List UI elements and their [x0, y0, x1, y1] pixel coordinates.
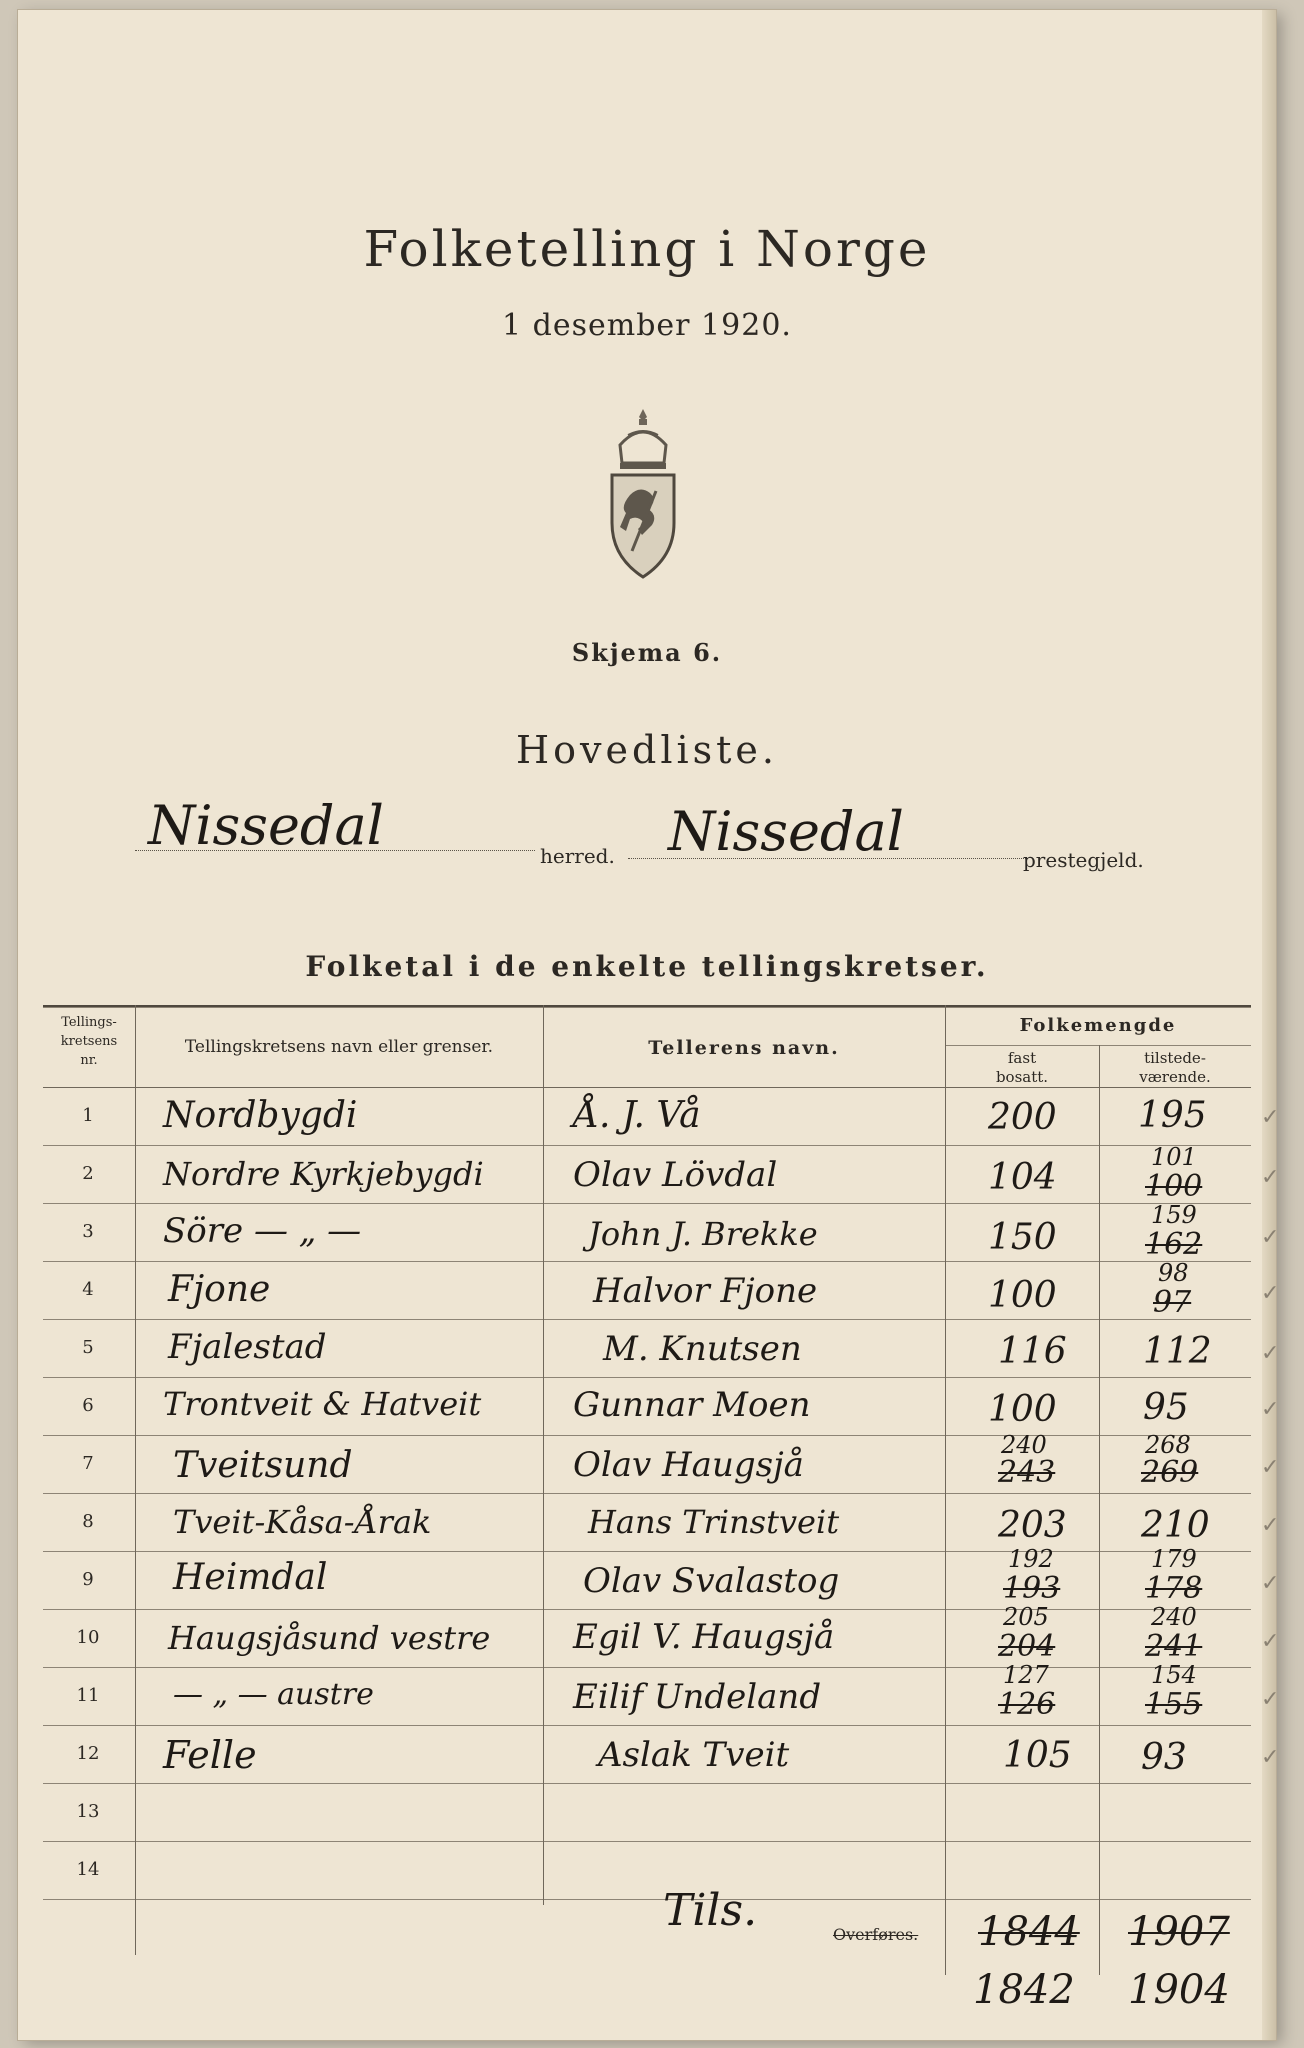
row-fast: 205	[1003, 1603, 1049, 1631]
total-label-print: Overføres.	[833, 1925, 919, 1944]
row-teller: Å. J. Vå	[573, 1095, 701, 1136]
row-nr: 2	[82, 1163, 94, 1184]
row-teller: Eilif Undeland	[573, 1677, 822, 1717]
total-tilstede: 1904	[1128, 1967, 1230, 2013]
row-tilstede-old: 97	[1153, 1285, 1192, 1320]
check-mark: ✓	[1261, 1629, 1280, 1654]
row-name: — „ — austre	[173, 1677, 374, 1712]
row-tilstede: 95	[1143, 1387, 1189, 1428]
row-teller: Olav Haugsjå	[573, 1445, 804, 1485]
check-mark: ✓	[1261, 1397, 1280, 1422]
row-fast: 203	[998, 1505, 1067, 1546]
header-fast: fast bosatt.	[995, 1049, 1049, 1086]
row-nr: 13	[76, 1801, 100, 1822]
row-tilstede: 154	[1151, 1661, 1197, 1689]
row-name: Nordbygdi	[163, 1095, 358, 1136]
row-teller: Olav Lövdal	[573, 1155, 778, 1195]
row-tilstede: 93	[1141, 1737, 1187, 1778]
row-fast: 200	[988, 1097, 1057, 1138]
row-teller: Olav Svalastog	[583, 1561, 840, 1601]
row-nr: 3	[82, 1221, 94, 1242]
list-title: Hovedliste.	[516, 728, 778, 772]
row-fast: 240	[1001, 1431, 1047, 1459]
form-number: Skjema 6.	[571, 638, 723, 667]
row-name: Trontveit & Hatveit	[163, 1385, 482, 1423]
total-tilstede-old: 1907	[1128, 1909, 1230, 1955]
check-mark: ✓	[1261, 1225, 1280, 1250]
check-mark: ✓	[1261, 1281, 1280, 1306]
row-teller: Halvor Fjone	[593, 1271, 818, 1311]
row-teller: Aslak Tveit	[598, 1735, 790, 1775]
table-subtitle: Folketal i de enkelte tellingskretser.	[305, 950, 989, 983]
row-tilstede-old: 178	[1145, 1571, 1203, 1606]
header-name: Tellingskretsens navn eller grenser.	[184, 1037, 494, 1057]
row-name: Söre — „ —	[163, 1211, 362, 1251]
row-nr: 12	[76, 1743, 100, 1764]
census-form-page	[18, 10, 1280, 2040]
row-nr: 4	[82, 1279, 94, 1300]
row-tilstede: 159	[1151, 1201, 1197, 1229]
prestegjeld-label: prestegjeld.	[1023, 848, 1144, 872]
row-teller: John J. Brekke	[588, 1215, 818, 1253]
row-fast: 100	[988, 1389, 1057, 1430]
row-fast-old: 204	[998, 1629, 1056, 1664]
row-fast: 150	[988, 1217, 1057, 1258]
check-mark: ✓	[1261, 1165, 1280, 1190]
row-nr: 8	[82, 1511, 94, 1532]
row-tilstede: 98	[1158, 1259, 1189, 1287]
row-teller: Egil V. Haugsjå	[573, 1617, 835, 1657]
row-name: Tveitsund	[173, 1445, 353, 1486]
row-name: Heimdal	[173, 1557, 328, 1598]
herred-value: Nissedal	[148, 794, 384, 857]
row-teller: M. Knutsen	[603, 1329, 802, 1369]
header-folkemengde: Folkemengde	[1019, 1015, 1177, 1036]
check-mark: ✓	[1261, 1745, 1280, 1770]
total-fast: 1842	[973, 1967, 1075, 2013]
total-label-hand: Tils.	[663, 1885, 758, 1936]
row-nr: 14	[76, 1859, 100, 1880]
row-tilstede-old: 162	[1145, 1227, 1203, 1262]
header-teller: Tellerens navn.	[648, 1037, 840, 1059]
row-nr: 6	[82, 1395, 94, 1416]
row-name: Fjone	[168, 1269, 271, 1310]
row-name: Felle	[163, 1733, 257, 1777]
row-name: Nordre Kyrkjebygdi	[163, 1155, 484, 1193]
row-name: Haugsjåsund vestre	[168, 1619, 491, 1657]
row-nr: 5	[82, 1337, 94, 1358]
row-teller: Gunnar Moen	[573, 1385, 811, 1425]
check-mark: ✓	[1261, 1105, 1280, 1130]
row-tilstede: 268	[1145, 1431, 1191, 1459]
check-mark: ✓	[1261, 1571, 1280, 1596]
row-fast: 192	[1008, 1545, 1054, 1573]
row-fast: 100	[988, 1275, 1057, 1316]
row-nr: 11	[76, 1685, 100, 1706]
total-fast-old: 1844	[978, 1909, 1080, 1955]
row-tilstede: 210	[1141, 1505, 1210, 1546]
row-nr: 10	[76, 1627, 100, 1648]
row-fast-old: 243	[998, 1455, 1056, 1490]
row-fast: 104	[988, 1157, 1057, 1198]
herred-label: herred.	[540, 844, 615, 868]
check-mark: ✓	[1261, 1455, 1280, 1480]
check-mark: ✓	[1261, 1341, 1280, 1366]
row-nr: 7	[82, 1453, 94, 1474]
row-name: Tveit-Kåsa-Årak	[173, 1503, 432, 1541]
check-mark: ✓	[1261, 1513, 1280, 1538]
row-tilstede: 179	[1151, 1545, 1197, 1573]
header-nr: Tellings- kretsens nr.	[60, 1015, 118, 1068]
coat-of-arms-icon	[606, 405, 680, 579]
check-mark: ✓	[1261, 1687, 1280, 1712]
row-nr: 9	[82, 1569, 94, 1590]
row-fast-old: 126	[998, 1687, 1056, 1722]
row-teller: Hans Trinstveit	[588, 1503, 840, 1541]
prestegjeld-value: Nissedal	[668, 800, 904, 863]
row-tilstede: 101	[1151, 1143, 1197, 1171]
row-fast: 116	[998, 1331, 1067, 1372]
row-tilstede-old: 241	[1145, 1629, 1203, 1664]
row-fast-old: 193	[1003, 1571, 1061, 1606]
row-fast: 105	[1003, 1735, 1072, 1776]
row-tilstede: 195	[1138, 1095, 1207, 1136]
row-nr: 1	[82, 1105, 94, 1126]
row-tilstede: 112	[1143, 1331, 1212, 1372]
row-name: Fjalestad	[168, 1327, 327, 1367]
row-tilstede: 240	[1151, 1603, 1197, 1631]
row-fast: 127	[1003, 1661, 1049, 1689]
form-title: Folketelling i Norge	[363, 220, 931, 278]
header-tilstede: tilstede- værende.	[1139, 1049, 1211, 1086]
row-tilstede-old: 269	[1141, 1455, 1199, 1490]
row-tilstede-old: 155	[1145, 1687, 1203, 1722]
row-tilstede-old: 100	[1145, 1169, 1203, 1204]
census-table	[43, 1005, 1280, 2013]
census-date: 1 desember 1920.	[502, 308, 792, 343]
